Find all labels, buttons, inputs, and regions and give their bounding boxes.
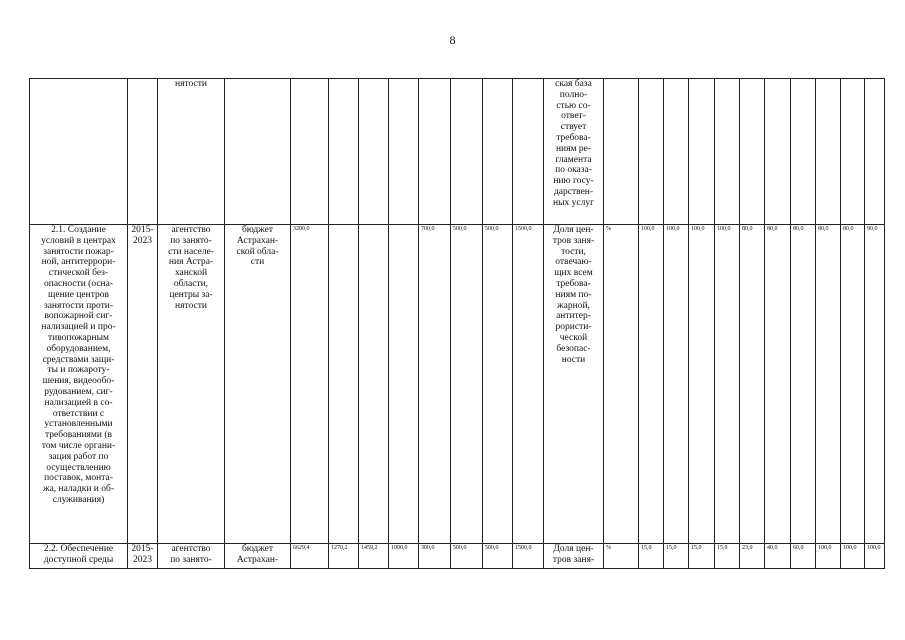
measure-name-cell [30, 79, 128, 225]
target-value-cell [740, 225, 765, 544]
target-value-cell [740, 79, 765, 225]
indicator-cell [544, 544, 604, 569]
funding-source-cell [225, 79, 291, 225]
target-value-cell [791, 544, 816, 569]
funding-value-cell [513, 225, 544, 544]
target-value-cell [791, 79, 816, 225]
measure-name-cell-text: 2.2. Обеспечение доступной среды [43, 544, 114, 565]
target-value-cell-text: 100,0 [691, 226, 705, 232]
funding-value-cell-text: 6629,4 [293, 545, 310, 551]
measure-name-cell [30, 225, 128, 544]
funding-value-cell [389, 79, 419, 225]
target-value-cell [689, 79, 715, 225]
funding-value-cell [483, 225, 513, 544]
years-cell [128, 544, 158, 569]
target-value-cell-text: 80,0 [742, 226, 753, 232]
funding-value-cell [451, 225, 483, 544]
funding-value-cell [483, 79, 513, 225]
unit-cell [604, 225, 639, 544]
funding-value-cell [451, 79, 483, 225]
target-value-cell [689, 225, 715, 544]
funding-value-cell [291, 544, 329, 569]
indicator-cell-text: ская база полно- стью со- ответ- ствует требова- ниям ре- гламента по оказа- нию госу- дарствен- ных услуг [553, 79, 594, 208]
funding-value-cell-text: 700,0 [421, 226, 435, 232]
target-value-cell-text: 40,0 [767, 545, 778, 551]
executor-cell-text: агентство по занято- [170, 544, 212, 565]
target-value-cell-text: 100,0 [818, 545, 832, 551]
years-cell [128, 79, 158, 225]
funding-value-cell [419, 544, 451, 569]
target-value-cell [639, 544, 664, 569]
target-value-cell [765, 79, 791, 225]
target-value-cell [816, 225, 841, 544]
target-value-cell [664, 79, 689, 225]
funding-value-cell [513, 544, 544, 569]
funding-value-cell [359, 79, 389, 225]
target-value-cell [841, 225, 865, 544]
funding-value-cell [291, 225, 329, 544]
target-value-cell-text: 80,0 [793, 226, 804, 232]
target-value-cell-text: 100,0 [641, 226, 655, 232]
unit-cell-text: % [606, 545, 611, 551]
target-value-cell [865, 225, 885, 544]
target-value-cell [715, 225, 740, 544]
funding-source-cell-text: бюджет Астрахан- [236, 544, 279, 565]
funding-source-cell-text: бюджет Астрахан- ской обла- сти [236, 225, 279, 268]
funding-value-cell [359, 225, 389, 544]
target-value-cell-text: 90,0 [867, 226, 878, 232]
target-value-cell-text: 80,0 [767, 226, 778, 232]
page-number: 8 [449, 33, 456, 47]
target-value-cell-text: 100,0 [843, 545, 857, 551]
executor-cell-text: агентство по занято- сти населе- ния Астра- ханской области, центры за- нятости [168, 225, 214, 311]
funding-value-cell [359, 544, 389, 569]
funding-value-cell-text: 500,0 [453, 226, 467, 232]
indicator-cell-text: Доля цен- тров заня- [552, 544, 595, 565]
target-value-cell [765, 225, 791, 544]
target-value-cell-text: 100,0 [666, 226, 680, 232]
funding-value-cell [513, 79, 544, 225]
target-value-cell [841, 544, 865, 569]
funding-value-cell-text: 500,0 [453, 545, 467, 551]
target-value-cell-text: 15,0 [717, 545, 728, 551]
target-value-cell [639, 79, 664, 225]
executor-cell-text: нятости [175, 79, 207, 89]
unit-cell-text: % [606, 226, 611, 232]
target-value-cell-text: 15,0 [641, 545, 652, 551]
indicator-cell-text: Доля цен- тров заня- тости, отвечаю- щих всем требова- ниям по- жарной, антитер- рористи- ческой безопас- ности [552, 225, 595, 365]
target-value-cell [865, 79, 885, 225]
target-value-cell-text: 15,0 [691, 545, 702, 551]
target-value-cell [765, 544, 791, 569]
funding-value-cell [419, 225, 451, 544]
target-value-cell [816, 79, 841, 225]
target-value-cell-text: 100,0 [717, 226, 731, 232]
target-value-cell-text: 100,0 [867, 545, 881, 551]
funding-value-cell-text: 500,0 [485, 545, 499, 551]
target-value-cell-text: 60,0 [793, 545, 804, 551]
table-row [30, 544, 885, 569]
target-value-cell [740, 544, 765, 569]
funding-value-cell-text: 1270,2 [331, 545, 348, 551]
executor-cell [158, 225, 225, 544]
target-value-cell-text: 23,0 [742, 545, 753, 551]
funding-value-cell-text: 1500,0 [515, 545, 532, 551]
executor-cell [158, 79, 225, 225]
funding-value-cell-text: 500,0 [485, 226, 499, 232]
target-value-cell-text: 80,0 [818, 226, 829, 232]
funding-value-cell [329, 79, 359, 225]
table-row [30, 79, 885, 225]
funding-value-cell [329, 544, 359, 569]
funding-value-cell [389, 544, 419, 569]
program-table [29, 78, 885, 569]
target-value-cell [715, 544, 740, 569]
target-value-cell-text: 80,0 [843, 226, 854, 232]
table-body [30, 79, 885, 569]
target-value-cell [791, 225, 816, 544]
measure-name-cell-text: 2.1. Создание условий в центрах занятости пожар- ной, антитеррори- стической без- опасности (осна- щение центров занятости проти- вопожарной сиг- нализацией и про- тивопожарным оборудованием, средствами защи- ты и пожароту- шения, видеообо- рудованием, сиг- нализацией в со- ответствии с установленными требованиями (в том числе органи- зация работ по осуществлению поставок, монта- жа, наладки и об- служивания) [41, 225, 116, 505]
years-cell [128, 225, 158, 544]
target-value-cell [689, 544, 715, 569]
funding-source-cell [225, 225, 291, 544]
funding-value-cell-text: 3200,0 [293, 226, 310, 232]
funding-value-cell-text: 1459,2 [361, 545, 378, 551]
target-value-cell [865, 544, 885, 569]
target-value-cell [664, 225, 689, 544]
funding-value-cell-text: 1500,0 [515, 226, 532, 232]
funding-value-cell [329, 225, 359, 544]
target-value-cell [816, 544, 841, 569]
funding-value-cell [451, 544, 483, 569]
funding-value-cell [483, 544, 513, 569]
measure-name-cell [30, 544, 128, 569]
executor-cell [158, 544, 225, 569]
target-value-cell [841, 79, 865, 225]
unit-cell [604, 79, 639, 225]
years-cell-text: 2015- 2023 [131, 225, 154, 246]
funding-value-cell-text: 1000,0 [391, 545, 408, 551]
unit-cell [604, 544, 639, 569]
target-value-cell [639, 225, 664, 544]
funding-value-cell [419, 79, 451, 225]
funding-source-cell [225, 544, 291, 569]
funding-value-cell-text: 300,0 [421, 545, 435, 551]
funding-value-cell [291, 79, 329, 225]
table-row [30, 225, 885, 544]
years-cell-text: 2015- 2023 [131, 544, 154, 565]
target-value-cell [664, 544, 689, 569]
indicator-cell [544, 225, 604, 544]
indicator-cell [544, 79, 604, 225]
funding-value-cell [389, 225, 419, 544]
target-value-cell-text: 15,0 [666, 545, 677, 551]
target-value-cell [715, 79, 740, 225]
